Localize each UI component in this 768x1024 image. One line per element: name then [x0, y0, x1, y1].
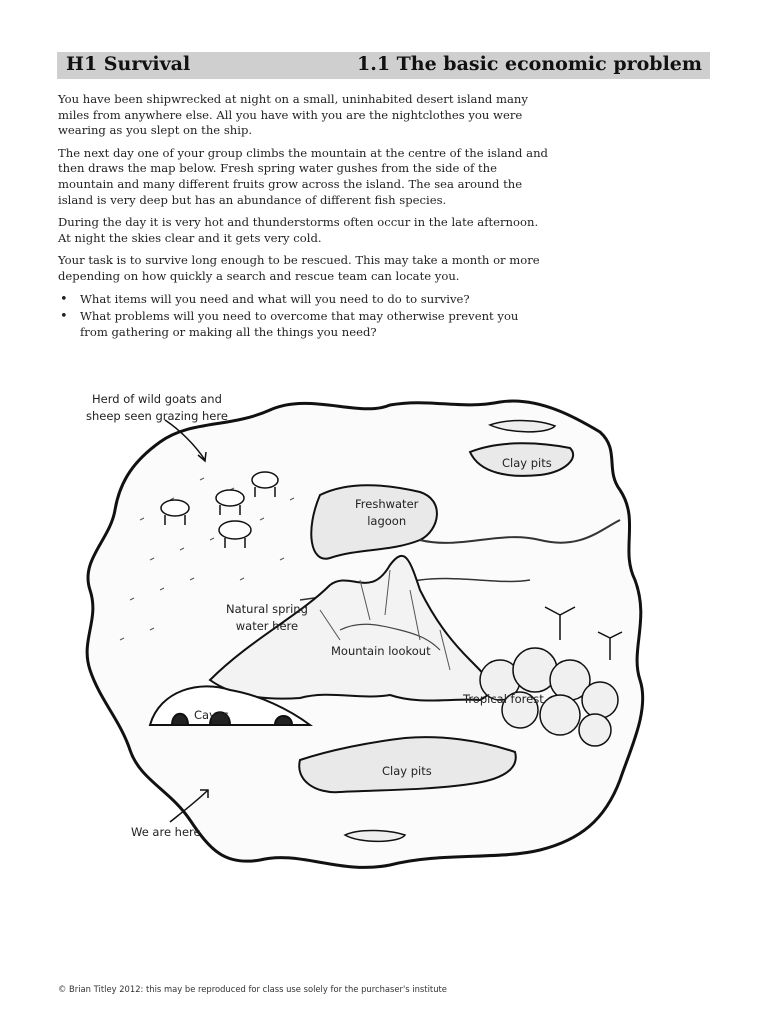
question-list: [58, 292, 548, 341]
label-tropical-forest: Tropical forest: [463, 692, 544, 706]
label-clay-pits-bottom: Clay pits: [382, 764, 432, 778]
label-natural-spring: Natural spring water here: [226, 602, 308, 633]
bullet-item-2: • What problems will you need to overcome that may otherwise prevent you from gathering or making all the things you need?: [58, 309, 548, 340]
paragraph-1: You have been shipwrecked at night on a small, uninhabited desert island many miles from anywhere else. All you have with you are the nightclothes you were wearing as you slept on the ship.: [58, 92, 528, 138]
paragraph-2: The next day one of your group climbs the mountain at the centre of the island and then draws the map below. Fresh spring water gushes from the side of the mountain and many different fruits grow across the island. The sea around the island is very deep but has an abundance of different fish species.: [58, 145, 548, 207]
header-left-title: H1 Survival: [66, 53, 191, 75]
page-header: [57, 52, 710, 79]
label-we-are-here: We are here: [131, 825, 201, 839]
bullet-item-1: • What items will you need and what will you need to do to survive?: [58, 292, 548, 308]
label-goats: Herd of wild goats and sheep seen grazing here: [86, 392, 228, 423]
label-freshwater-lagoon: Freshwater lagoon: [355, 497, 419, 528]
island-map: [60, 380, 660, 880]
body-text: [58, 92, 548, 342]
paragraph-3: During the day it is very hot and thunderstorms often occur in the late afternoon. At night the skies clear and it gets very cold.: [58, 215, 539, 245]
label-mountain-lookout: Mountain lookout: [331, 644, 431, 658]
label-clay-pits-top: Clay pits: [502, 456, 552, 470]
label-caves: Caves: [194, 708, 229, 722]
header-right-title: 1.1 The basic economic problem: [356, 53, 702, 75]
copyright-footer: © Brian Titley 2012: this may be reproduced for class use solely for the purchaser's institute: [58, 984, 447, 994]
paragraph-4: Your task is to survive long enough to be rescued. This may take a month or more depending on how quickly a search and rescue team can locate you.: [58, 253, 540, 283]
